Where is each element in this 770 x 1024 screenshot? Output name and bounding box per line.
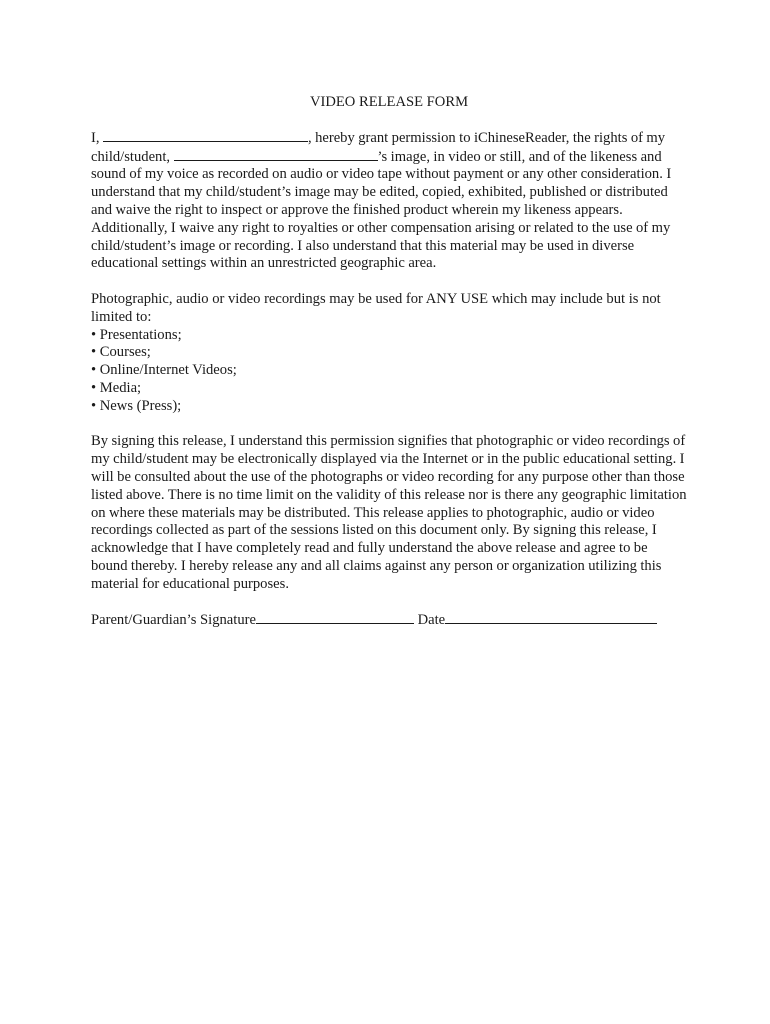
uses-list-item: • Media; xyxy=(91,379,142,396)
uses-list xyxy=(91,327,687,416)
signature-label: Parent/Guardian’s Signature xyxy=(91,612,256,629)
student-name-field[interactable] xyxy=(174,148,378,161)
form-title: VIDEO RELEASE FORM xyxy=(309,94,469,110)
signature-line xyxy=(91,611,687,630)
uses-intro-paragraph: Photographic, audio or video recordings may be used for ANY USE which may include but is not limited to: xyxy=(91,290,661,325)
signature-field[interactable] xyxy=(256,611,414,624)
intro-middle: , hereby grant permission to iChineseReader, the rights of my child/student, xyxy=(91,129,666,165)
guardian-name-field[interactable] xyxy=(103,129,308,142)
intro-prefix: I, xyxy=(91,129,103,146)
date-label: Date xyxy=(417,612,446,629)
intro-paragraph xyxy=(91,129,687,273)
uses-list-item: • Online/Internet Videos; xyxy=(91,362,237,379)
date-field[interactable] xyxy=(445,611,657,624)
release-form-document xyxy=(91,94,687,630)
uses-list-item: • News (Press); xyxy=(91,397,182,414)
consent-paragraph: By signing this release, I understand this permission signifies that photographic or video recordings of my child/student may be electronically displayed via the Internet or in the public educational setting. I will be consulted about the use of the photographs or video recording for any purpose other than those listed above. There is no time limit on the validity of this release nor is there any geographic limitation on where these materials may be distributed. This release applies to photographic, audio or video recordings collected as part of the sessions listed on this document only. By signing this release, I acknowledge that I have completely read and fully understand the above release and agree to be bound thereby. I hereby release any and all claims against any person or organization utilizing this material for educational purposes. xyxy=(91,433,687,592)
intro-suffix: ’s image, in video or still, and of the likeness and sound of my voice as recorded on audio or video tape without payment or any other consideration. I understand that my child/student’s image may be edited, copied, exhibited, published or distributed and waive the right to inspect or approve the finished product wherein my likeness appears. Additionally, I waive any right to royalties or other compensation arising or related to the use of my child/student’s image or recording. I also understand that this material may be used in diverse educational settings within an unrestricted geographic area. xyxy=(91,148,672,272)
uses-list-item: • Presentations; xyxy=(91,326,182,343)
uses-list-item: • Courses; xyxy=(91,344,151,361)
